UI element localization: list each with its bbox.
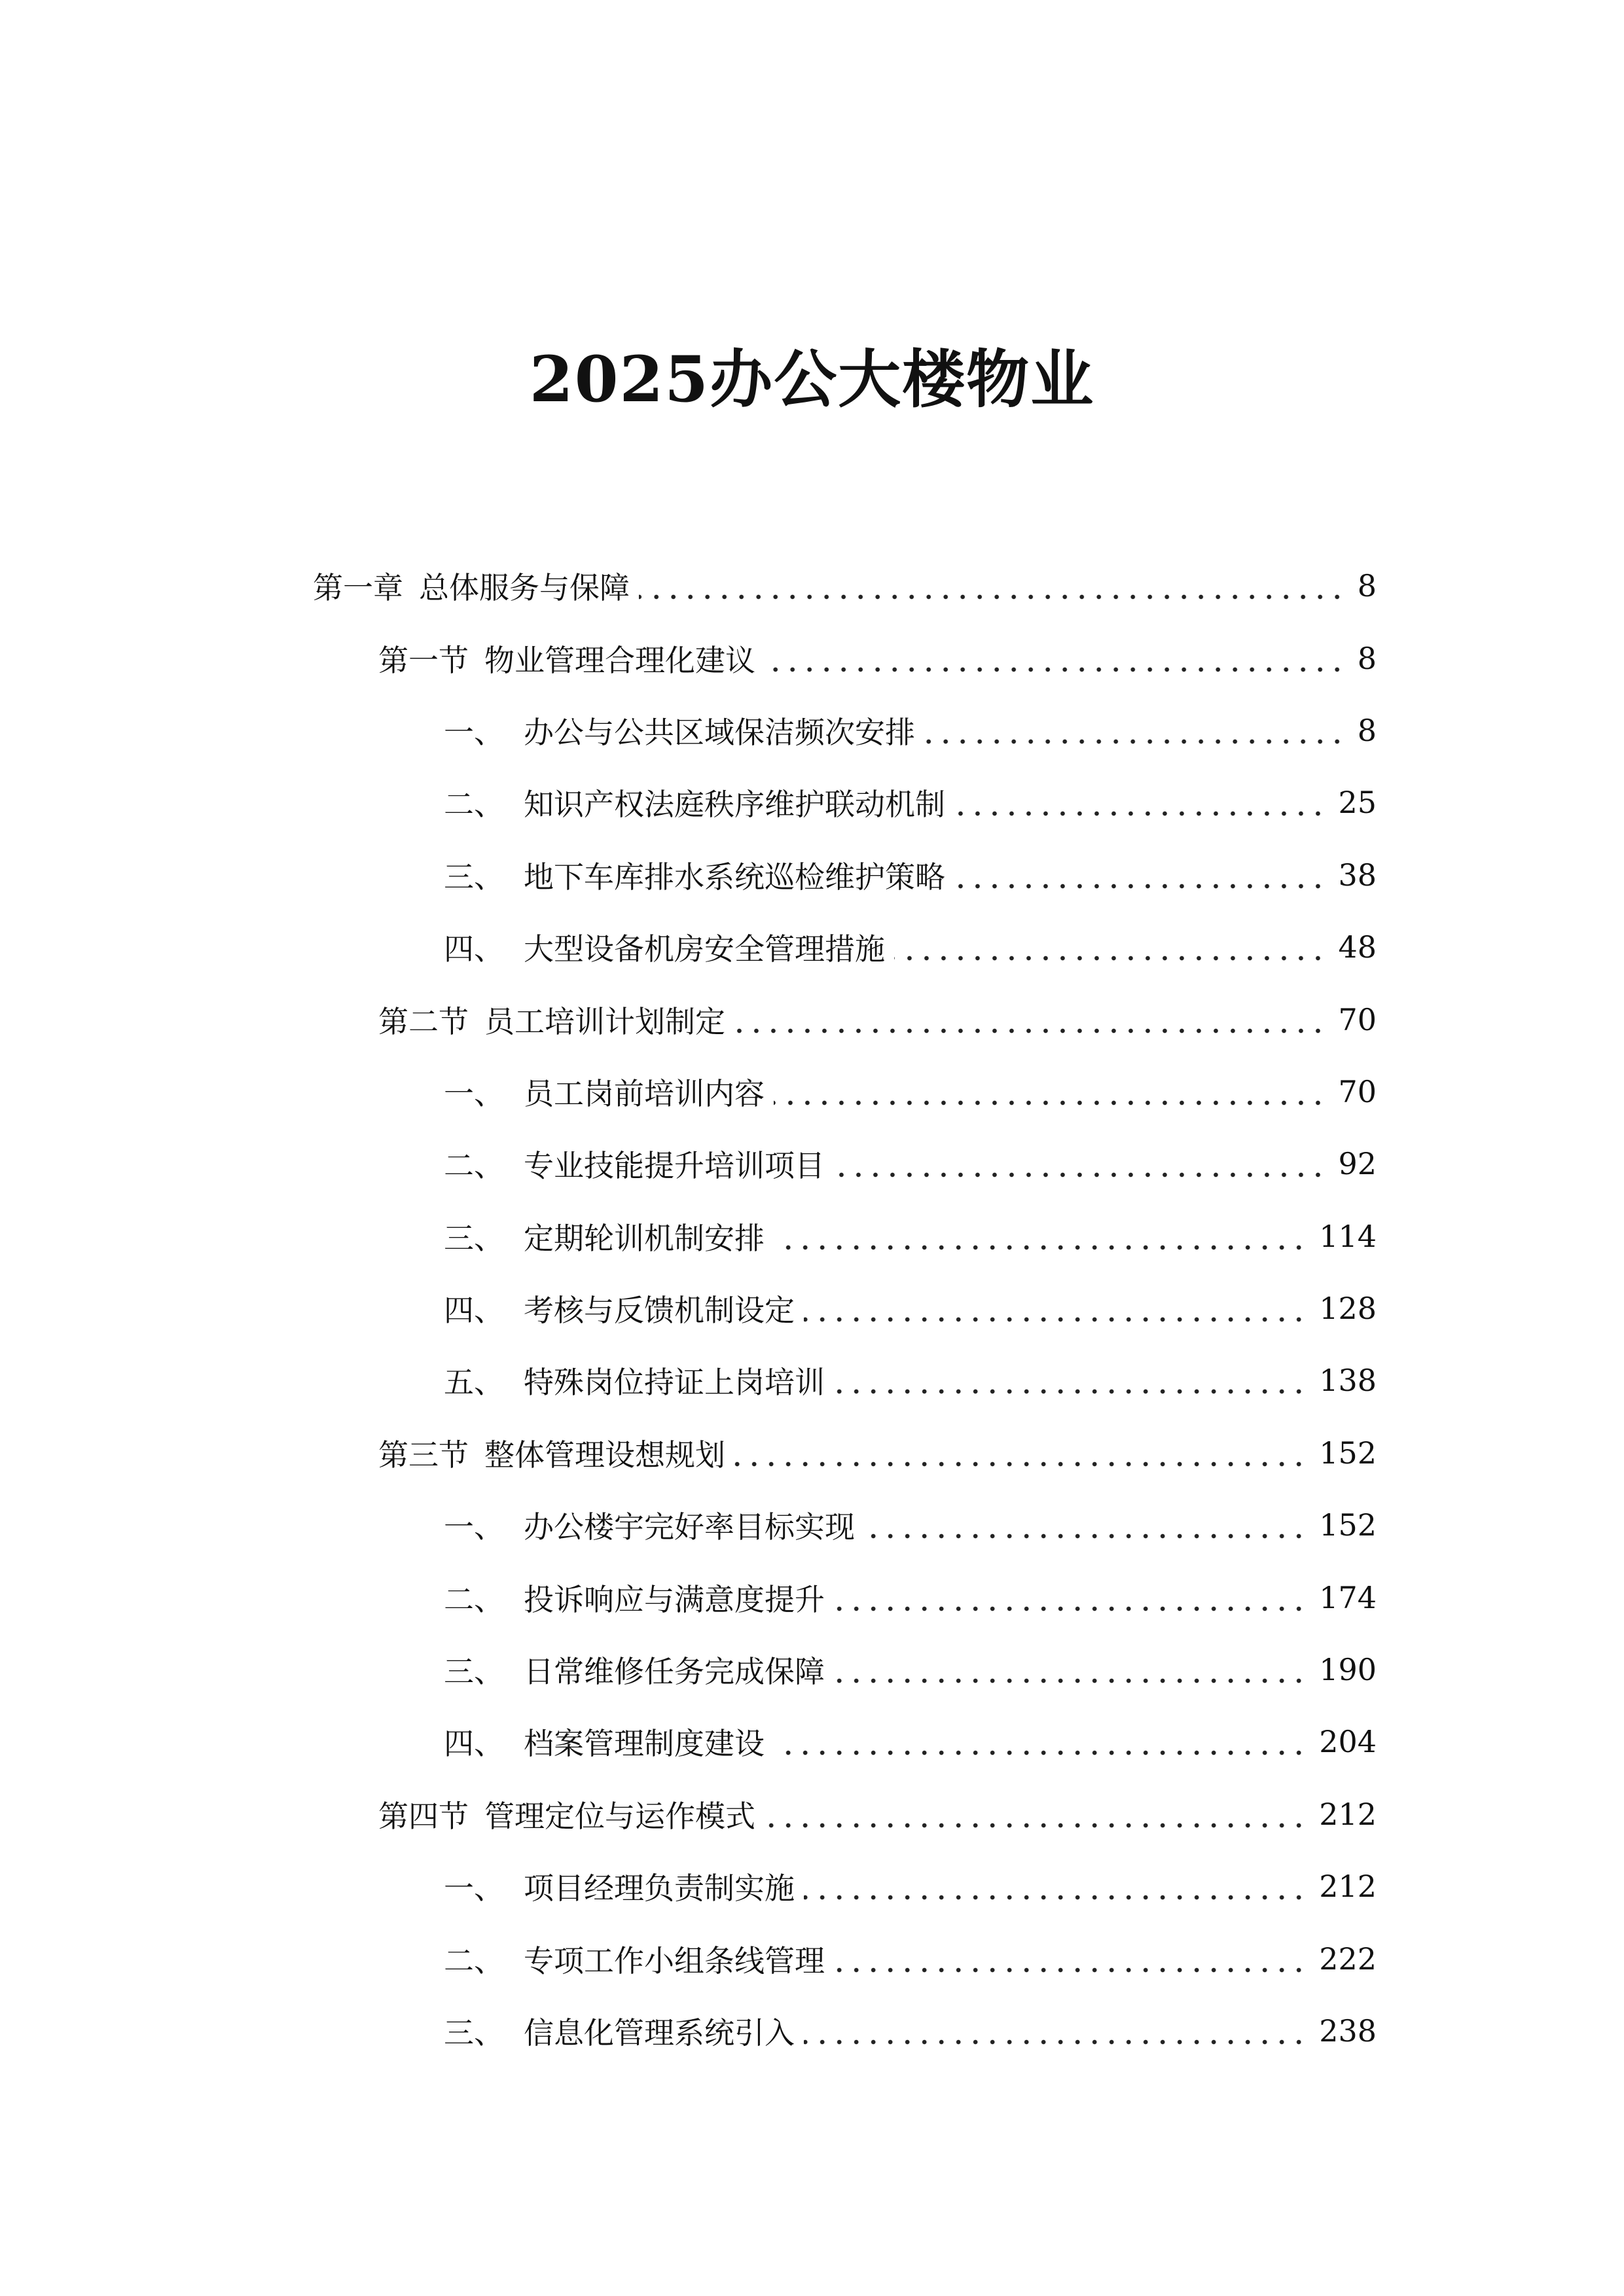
- toc-entry-page: 48: [1338, 929, 1377, 965]
- toc-entry[interactable]: [0, 1344, 1624, 1416]
- toc-entry-text: 项目经理负责制实施: [524, 1871, 795, 1907]
- toc-entry-number: 五、: [444, 1365, 504, 1401]
- toc-entry-page: 204: [1319, 1724, 1377, 1760]
- toc-entry-text: 办公楼宇完好率目标实现: [524, 1509, 855, 1545]
- table-of-contents: [0, 550, 1624, 2067]
- toc-entry-number: 四、: [444, 1293, 504, 1329]
- toc-entry-text: 专项工作小组条线管理: [524, 1943, 825, 1979]
- toc-entry-page: 8: [1357, 568, 1377, 604]
- toc-entry-page: 8: [1357, 640, 1377, 676]
- toc-entry-text: 办公与公共区域保洁频次安排: [524, 714, 915, 750]
- toc-entry-page: 38: [1338, 857, 1377, 893]
- toc-entry-text: 员工培训计划制定: [484, 1003, 725, 1039]
- toc-entry-label: [444, 925, 885, 969]
- toc-entry-number: 四、: [444, 1726, 504, 1762]
- toc-leader-dots: [804, 1871, 1307, 1901]
- toc-entry[interactable]: [0, 983, 1624, 1055]
- toc-entry[interactable]: [0, 766, 1624, 838]
- toc-entry[interactable]: [0, 1561, 1624, 1633]
- toc-entry[interactable]: [0, 911, 1624, 983]
- toc-leader-dots: [804, 2016, 1307, 2046]
- toc-entry[interactable]: [0, 1417, 1624, 1489]
- toc-entry-label: [378, 1793, 755, 1836]
- toc-entry[interactable]: [0, 1778, 1624, 1850]
- toc-leader-dots: [834, 1655, 1307, 1685]
- toc-entry-number: 四、: [444, 931, 504, 967]
- toc-entry-label: [444, 1070, 765, 1113]
- toc-entry[interactable]: [0, 694, 1624, 766]
- toc-entry-label: [378, 637, 755, 680]
- toc-entry-label: [444, 1937, 825, 1981]
- toc-entry-page: 128: [1319, 1291, 1377, 1327]
- toc-entry[interactable]: [0, 1200, 1624, 1272]
- toc-leader-dots: [894, 932, 1326, 962]
- toc-entry-label: [444, 1215, 765, 1258]
- toc-entry[interactable]: [0, 1995, 1624, 2067]
- toc-entry-page: 138: [1319, 1363, 1377, 1399]
- toc-entry-number: 第二节: [378, 1003, 469, 1039]
- toc-entry-page: 174: [1319, 1579, 1377, 1615]
- toc-entry-label: [444, 709, 915, 752]
- toc-leader-dots: [864, 1510, 1307, 1540]
- toc-leader-dots: [774, 1727, 1307, 1757]
- toc-entry-page: 212: [1319, 1796, 1377, 1832]
- toc-entry-page: 212: [1319, 1869, 1377, 1905]
- toc-entry-label: [444, 1503, 855, 1547]
- toc-entry-text: 整体管理设想规划: [484, 1437, 725, 1473]
- toc-entry-label: [444, 2009, 795, 2053]
- toc-entry[interactable]: [0, 1922, 1624, 1994]
- toc-leader-dots: [734, 1005, 1326, 1035]
- toc-leader-dots: [774, 1077, 1326, 1107]
- toc-entry-page: 8: [1357, 712, 1377, 748]
- toc-entry-label: [444, 1359, 825, 1402]
- toc-entry[interactable]: [0, 1706, 1624, 1778]
- toc-entry[interactable]: [0, 1272, 1624, 1344]
- toc-entry-number: 一、: [444, 1075, 504, 1111]
- toc-entry-label: [444, 1287, 795, 1330]
- toc-entry-page: 190: [1319, 1652, 1377, 1688]
- toc-leader-dots: [954, 860, 1326, 890]
- toc-entry-label: [444, 1576, 825, 1619]
- toc-entry-page: 152: [1319, 1435, 1377, 1471]
- toc-entry-text: 员工岗前培训内容: [524, 1075, 765, 1111]
- toc-entry-text: 大型设备机房安全管理措施: [524, 931, 885, 967]
- toc-entry-number: 三、: [444, 2015, 504, 2051]
- toc-entry-text: 管理定位与运作模式: [484, 1798, 755, 1834]
- toc-entry[interactable]: [0, 550, 1624, 622]
- toc-entry-page: 238: [1319, 2013, 1377, 2049]
- toc-entry-number: 三、: [444, 1220, 504, 1256]
- toc-leader-dots: [765, 643, 1346, 673]
- toc-entry-page: 70: [1338, 1073, 1377, 1109]
- toc-leader-dots: [774, 1221, 1307, 1251]
- toc-entry[interactable]: [0, 622, 1624, 694]
- toc-entry-text: 总体服务与保障: [419, 570, 630, 606]
- toc-entry-number: 一、: [444, 714, 504, 750]
- toc-entry-text: 物业管理合理化建议: [484, 642, 755, 678]
- toc-entry-number: 第三节: [378, 1437, 469, 1473]
- toc-entry-text: 信息化管理系统引入: [524, 2015, 795, 2051]
- toc-entry-number: 一、: [444, 1871, 504, 1907]
- toc-entry-number: 第一节: [378, 642, 469, 678]
- toc-entry-page: 222: [1319, 1941, 1377, 1977]
- toc-leader-dots: [765, 1799, 1307, 1829]
- toc-entry[interactable]: [0, 839, 1624, 911]
- toc-entry-label: [444, 781, 945, 824]
- toc-entry[interactable]: [0, 1489, 1624, 1561]
- toc-entry-text: 日常维修任务完成保障: [524, 1654, 825, 1690]
- toc-entry-number: 二、: [444, 1148, 504, 1184]
- toc-entry[interactable]: [0, 1634, 1624, 1706]
- toc-leader-dots: [639, 571, 1346, 601]
- toc-entry-text: 地下车库排水系统巡检维护策略: [524, 859, 945, 895]
- toc-leader-dots: [834, 1944, 1307, 1974]
- toc-leader-dots: [834, 1583, 1307, 1613]
- toc-entry-label: [444, 1142, 825, 1185]
- toc-entry-label: [444, 1648, 825, 1691]
- toc-entry-page: 25: [1338, 785, 1377, 821]
- toc-entry-text: 档案管理制度建设: [524, 1726, 765, 1762]
- toc-entry-number: 第一章: [313, 570, 403, 606]
- toc-entry-number: 二、: [444, 1581, 504, 1617]
- toc-entry-label: [444, 1720, 765, 1763]
- toc-leader-dots: [834, 1365, 1307, 1395]
- toc-leader-dots: [734, 1438, 1307, 1468]
- toc-entry[interactable]: [0, 1850, 1624, 1922]
- toc-entry[interactable]: [0, 1128, 1624, 1200]
- toc-entry-label: [444, 1865, 795, 1908]
- toc-leader-dots: [834, 1149, 1326, 1179]
- toc-entry[interactable]: [0, 1056, 1624, 1128]
- toc-entry-label: [444, 853, 945, 897]
- toc-entry-number: 第四节: [378, 1798, 469, 1834]
- toc-entry-number: 二、: [444, 1943, 504, 1979]
- toc-entry-text: 考核与反馈机制设定: [524, 1293, 795, 1329]
- toc-entry-label: [378, 998, 725, 1041]
- toc-entry-label: [378, 1431, 725, 1475]
- toc-leader-dots: [924, 715, 1346, 745]
- toc-leader-dots: [954, 787, 1326, 817]
- toc-entry-number: 三、: [444, 1654, 504, 1690]
- toc-entry-number: 一、: [444, 1509, 504, 1545]
- toc-entry-page: 114: [1319, 1218, 1377, 1254]
- toc-entry-page: 70: [1338, 1001, 1377, 1037]
- toc-entry-text: 投诉响应与满意度提升: [524, 1581, 825, 1617]
- toc-entry-text: 专业技能提升培训项目: [524, 1148, 825, 1184]
- toc-entry-text: 知识产权法庭秩序维护联动机制: [524, 787, 945, 823]
- document-title: 2025办公大楼物业: [529, 342, 1095, 416]
- toc-entry-number: 三、: [444, 859, 504, 895]
- toc-entry-text: 定期轮训机制安排: [524, 1220, 765, 1256]
- toc-leader-dots: [804, 1293, 1307, 1323]
- toc-entry-number: 二、: [444, 787, 504, 823]
- toc-entry-page: 152: [1319, 1507, 1377, 1543]
- toc-entry-page: 92: [1338, 1146, 1377, 1182]
- toc-entry-label: [313, 564, 630, 607]
- toc-entry-text: 特殊岗位持证上岗培训: [524, 1365, 825, 1401]
